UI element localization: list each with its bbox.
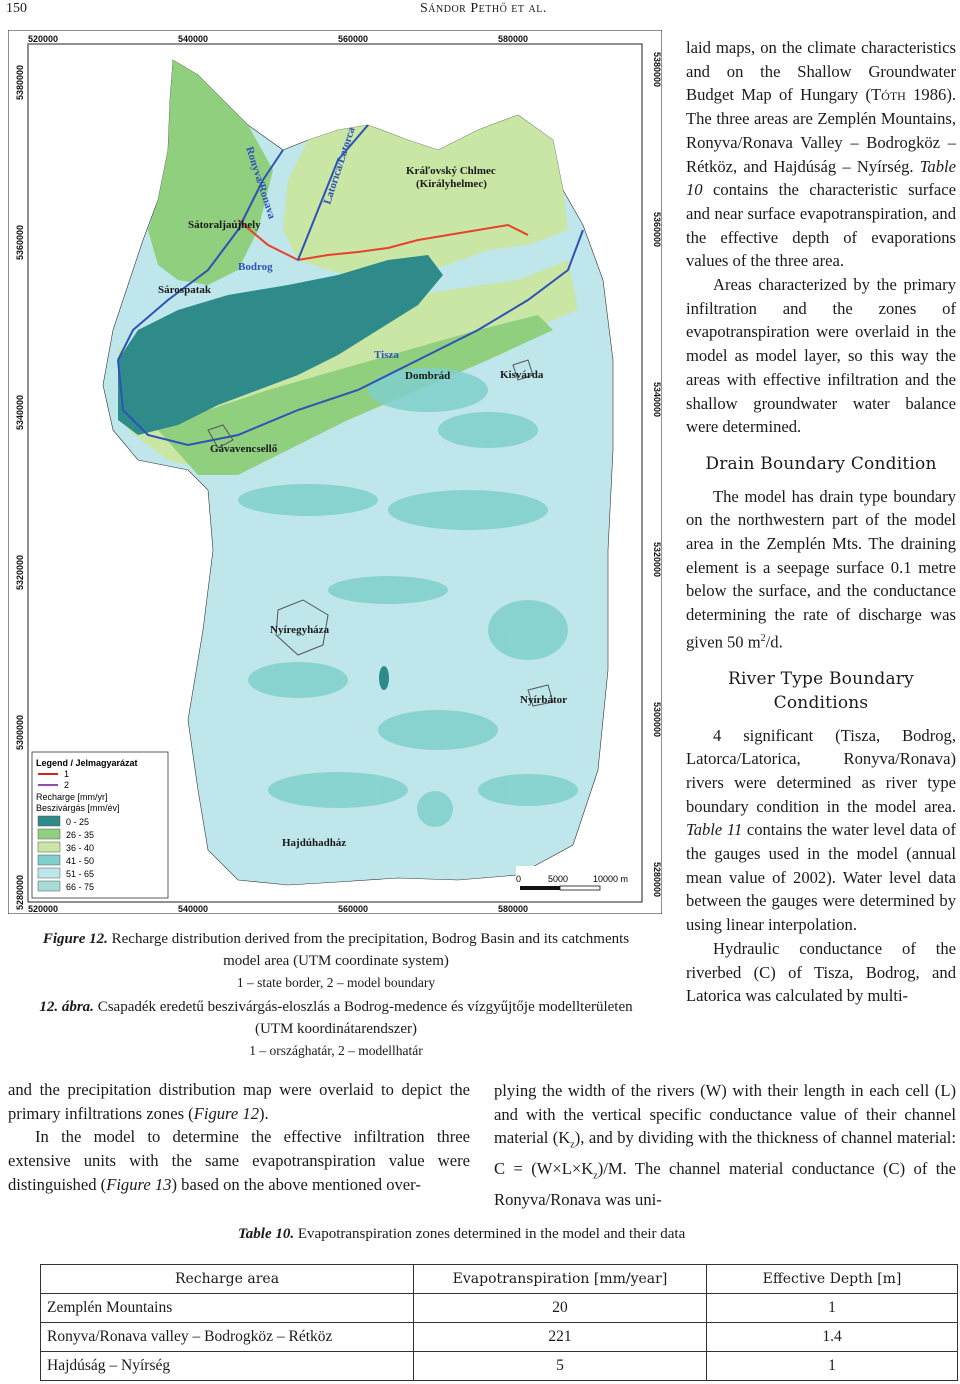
legend-line-1-label: 1 (64, 769, 70, 779)
x-tick: 580000 (498, 34, 529, 44)
x-tick: 540000 (178, 34, 209, 44)
y-tick: 5280000 (652, 862, 662, 898)
table-10 (40, 1264, 958, 1381)
text-span: ), and by dividing with the thickness of channel material: C = (W×L×K (494, 1128, 956, 1179)
place-kiralyhelmec: (Királyhelmec) (416, 178, 487, 190)
table-cell: 1 (707, 1294, 958, 1323)
legend-recharge-hu: Beszivárgás [mm/év] (36, 803, 120, 813)
x-tick: 520000 (28, 34, 59, 44)
place-satoraljaujhely: Sátoraljaújhely (188, 219, 261, 231)
table-row (41, 1352, 958, 1381)
left-column (8, 1078, 470, 1197)
legend-swatch (38, 881, 60, 891)
paragraph-overlaid (8, 1078, 470, 1125)
legend-recharge-en: Recharge [mm/yr] (36, 792, 108, 802)
heading-river-boundary-1: River Type Boundary (728, 669, 914, 690)
paragraph-multiplying (494, 1079, 956, 1212)
column-header: Recharge area (41, 1265, 414, 1294)
caption-hu-line2: (UTM koordinátarendszer) (254, 1021, 418, 1037)
figure-ref: Figure 12 (193, 1103, 260, 1123)
river-bodrog: Bodrog (238, 261, 273, 273)
heading-river-boundary-2: Conditions (773, 692, 869, 713)
paragraph-drain (686, 485, 956, 654)
text-span: ) based on the above mentioned over- (171, 1174, 421, 1194)
caption-text-hu: Csapadék eredetű beszivárgás-eloszlás a Bodrog-medence és vízgyűjtője modellterületen (93, 999, 633, 1015)
y-tick: 5300000 (652, 702, 662, 738)
paragraph-infiltration: Areas characterized by the primary infiltration and the zones of evapotranspiration were overlaid in the model as model layer, so this way the areas with effective infiltration and the shallow groundwater water balance were determined. (686, 275, 956, 437)
text-span: 4 significant (Tisza, Bodrog, Latorca/Latorica, Ronyva/Ronava) rivers were determined as river type boundary condition in the model area. (686, 725, 956, 816)
text-span: 1986). The three areas are Zemplén Mountains, Ronyva/Ronava Valley – Bodrogköz – Rétköz, and Hajdúság – Nyírség. (686, 85, 957, 176)
y-tick: 5340000 (652, 382, 662, 418)
caption-sub-en: 1 – state border, 2 – model boundary (236, 975, 436, 990)
caption-en-line2: model area (UTM coordinate system) (223, 953, 449, 969)
river-latorca: Latorica/Latorca (321, 125, 358, 206)
figure-ref: Figure 13 (106, 1174, 172, 1194)
x-tick: 560000 (338, 904, 369, 914)
map-legend (32, 752, 168, 898)
recharge-map (8, 30, 662, 914)
scale-mid: 5000 (548, 874, 569, 884)
table-row (41, 1294, 958, 1323)
place-nyiregyhaza: Nyíregyháza (270, 624, 330, 636)
place-kisvarda: Kisvárda (500, 369, 544, 381)
place-sarospatak: Sárospatak (158, 284, 211, 296)
caption-sub-hu: 1 – országhatár, 2 – modellhatár (249, 1043, 423, 1058)
river-tisza: Tisza (374, 349, 399, 361)
text-span: plying the width of the rivers (W) with their length in each cell (L) and with the vertical specific conductance value of their channel material (K (494, 1081, 956, 1148)
legend-class-label: 51 - 65 (66, 869, 95, 879)
figure-caption (10, 928, 662, 1062)
x-tick: 520000 (28, 904, 59, 914)
river-ronyva: Ronyva/Ronava (243, 145, 278, 221)
table-cell: Ronyva/Ronava valley – Bodrogköz – Rétköz (41, 1323, 414, 1352)
x-tick: 580000 (498, 904, 529, 914)
scale-end: 10000 m (593, 874, 629, 884)
y-tick: 5380000 (15, 64, 25, 100)
paragraph-conductance: Hydraulic conductance of the riverbed (C) of Tisza, Bodrog, and Latorica was calculated by multi- (686, 938, 956, 1006)
y-tick: 5360000 (652, 212, 662, 248)
scale-bar (516, 866, 636, 892)
text-span: /d. (765, 632, 783, 652)
paragraph-effective-infiltration (8, 1125, 470, 1196)
table-row (41, 1323, 958, 1352)
right-column-bottom (494, 1079, 956, 1212)
legend-class-label: 36 - 40 (66, 843, 95, 853)
heading-drain-boundary: Drain Boundary Condition (705, 453, 937, 474)
legend-swatch (38, 829, 60, 839)
place-gavavencsello: Gávavencsellő (210, 443, 278, 455)
text-span: The model has drain type boundary on the northwestern part of the model area in the Zemplén Mts. The draining element is a seepage surface 0.1 metre below the surface, and the conductance determining the rate of discharge was given 50 m (686, 486, 956, 652)
y-tick: 5320000 (652, 542, 662, 578)
citation-toth: Tóth (871, 85, 906, 105)
legend-class-label: 41 - 50 (66, 856, 95, 866)
y-tick: 5280000 (15, 874, 25, 910)
text-span: ). (259, 1103, 269, 1123)
place-hajduhadhaz: Hajdúhadház (282, 837, 347, 849)
table-cell: 1 (707, 1352, 958, 1381)
superscript: 2 (760, 632, 766, 644)
caption-label-en: Figure 12. (42, 931, 108, 947)
paragraph-rivers (686, 724, 956, 937)
legend-swatch (38, 842, 60, 852)
column-header: Effective Depth [m] (707, 1265, 958, 1294)
text-span: and the precipitation distribution map were overlaid to depict the primary infiltrations zones ( (8, 1080, 470, 1123)
subscript: z (593, 1170, 598, 1182)
table-ref: Table 10 (686, 156, 956, 200)
x-tick: 560000 (338, 34, 369, 44)
legend-swatch (38, 816, 60, 826)
running-head (0, 0, 960, 22)
table-ref: Table 11 (686, 820, 743, 840)
legend-title: Legend / Jelmagyarázat (36, 758, 138, 768)
y-tick: 5340000 (15, 394, 25, 430)
place-kralovsky-chlmec: Kráľovský Chlmec (406, 165, 496, 177)
caption-label-hu: 12. ábra. (39, 999, 94, 1015)
text-span: contains the characteristic surface and near surface evapotranspiration, and the effective depth of evaporations values of the three area. (686, 180, 956, 271)
column-header: Evapotranspiration [mm/year] (414, 1265, 707, 1294)
evapotranspiration-table (40, 1264, 958, 1381)
y-tick: 5360000 (15, 224, 25, 260)
caption-text-en: Recharge distribution derived from the precipitation, Bodrog Basin and its catchments (107, 931, 630, 947)
paragraph-zones (686, 36, 956, 273)
table-title: Evapotranspiration zones determined in the model and their data (294, 1226, 686, 1242)
legend-class-label: 66 - 75 (66, 882, 95, 892)
figure-12-map (8, 30, 662, 914)
legend-class-label: 26 - 35 (66, 830, 95, 840)
caption-hu-line1 (10, 996, 662, 1018)
y-tick: 5380000 (652, 52, 662, 88)
place-nyirbator: Nyírbátor (520, 694, 568, 706)
y-tick: 5320000 (15, 554, 25, 590)
page-number: 150 (6, 1, 27, 16)
table-cell: Zemplén Mountains (41, 1294, 414, 1323)
y-tick: 5300000 (15, 714, 25, 750)
text-span: )/M. The channel material conductance (C) of the Ronyva/Ronava was uni- (494, 1159, 957, 1210)
right-column (686, 36, 956, 1008)
table-cell: 221 (414, 1323, 707, 1352)
legend-class-label: 0 - 25 (66, 817, 90, 827)
table-cell: 1.4 (707, 1323, 958, 1352)
lake-patch (379, 666, 389, 690)
legend-swatch (38, 868, 60, 878)
table-cell: 20 (414, 1294, 707, 1323)
table-10-caption (238, 1226, 685, 1243)
table-label: Table 10. (238, 1226, 295, 1242)
scale-zero: 0 (516, 874, 522, 884)
table-cell: 5 (414, 1352, 707, 1381)
text-span: laid maps, on the climate characteristics and on the Shallow Groundwater Budget Map of Hungary ( (686, 38, 956, 105)
legend-swatch (38, 855, 60, 865)
text-span: In the model to determine the effective infiltration three extensive units with the same evapotranspiration value were distinguished ( (8, 1127, 470, 1194)
table-header-row (41, 1265, 958, 1294)
author-header: Sándor Pethő et al. (420, 1, 547, 16)
text-span: contains the water level data of the gauges used in the model (annual mean value of 2002). Water level data between the gauges were determined by using linear interpolation. (686, 820, 956, 935)
subscript: z (570, 1139, 575, 1151)
place-dombrad: Dombrád (405, 370, 451, 382)
legend-line-2-label: 2 (64, 780, 70, 790)
caption-en-line1 (10, 928, 662, 950)
x-tick: 540000 (178, 904, 209, 914)
table-cell: Hajdúság – Nyírség (41, 1352, 414, 1381)
